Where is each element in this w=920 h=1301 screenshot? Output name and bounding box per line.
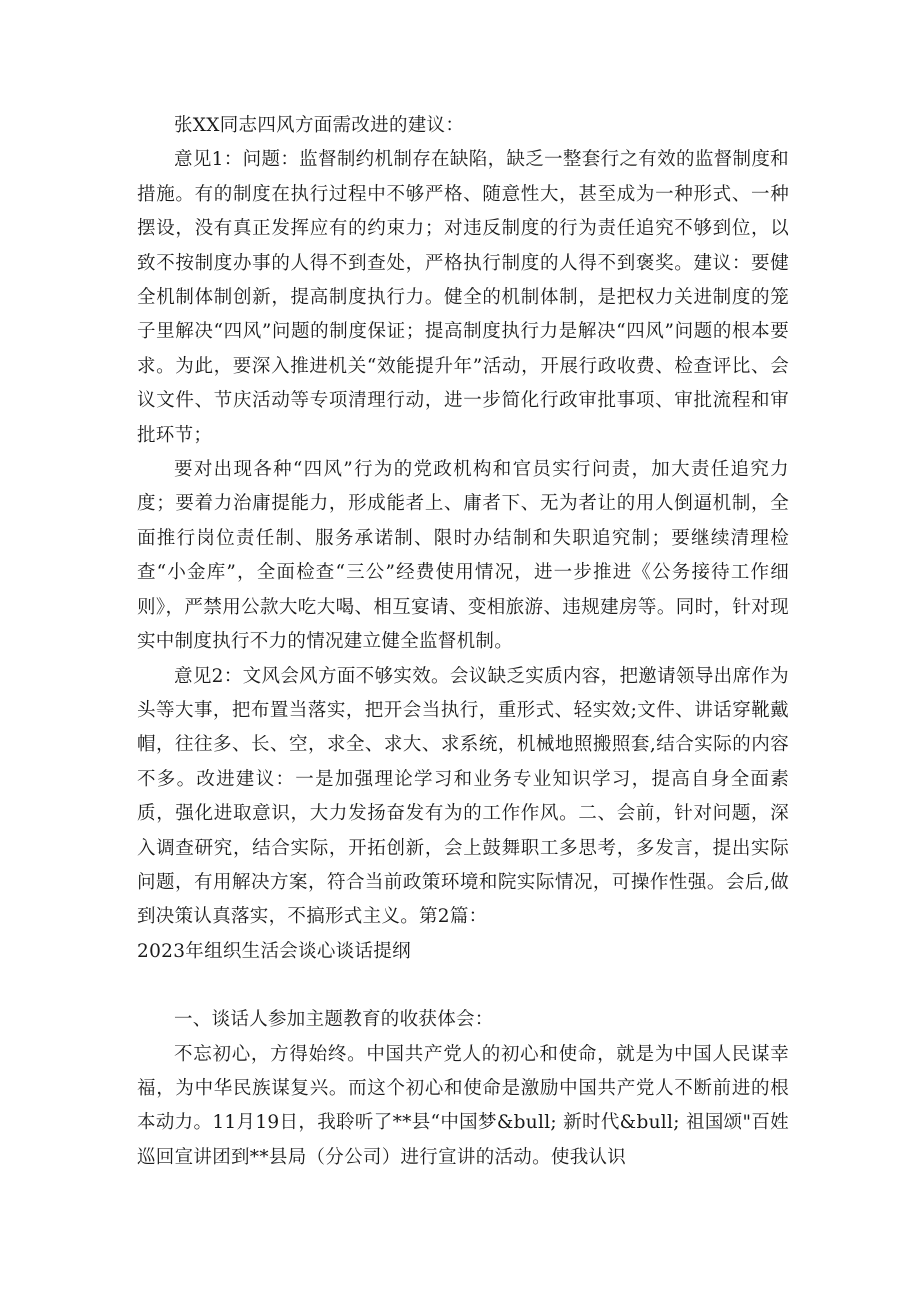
paragraph-section-title: 2023年组织生活会谈心谈话提纲 [137,940,411,962]
paragraph-opinion-2: 意见2：文风会风方面不够实效。会议缺乏实质内容，把邀请领导出席作为头等大事，把布置当落实，把开会当执行，重形式、轻实效;文件、讲话穿靴戴帽，往往多、长、空，求全、求大、求系统，机械地照搬照套,结合实际的内容不多。改进建议：一是加强理论学习和业务专业知识学习，提高自身全面素质，强化进取意识，大力发扬奋发有为的工作作风。二、会前，针对问题，深入调查研究，结合实际，开拓创新，会上鼓舞职工多思考，多发言，提出实际问题，有用解决方案，符合当前政策环境和院实际情况，可操作性强。会后,做到决策认真落实，不搞形式主义。第2篇： [137,665,789,928]
paragraph-talk-outline: 一、谈话人参加主题教育的收获体会： [174,1009,494,1031]
paragraph-accountability: 要对出现各种“四风”行为的党政机构和官员实行问责，加大责任追究力度；要着力治庸提能力，形成能者上、庸者下、无为者让的用人倒逼机制，全面推行岗位责任制、服务承诺制、限时办结制和失职追究制；要继续清理检查“小金库”，全面检查“三公”经费使用情况，进一步推进《公务接待工作细则》，严禁用公款大吃大喝、相互宴请、变相旅游、违规建房等。同时，针对现实中制度执行不力的情况建立健全监督机制。 [137,459,789,653]
paragraph-opinion-1: 意见1：问题：监督制约机制存在缺陷，缺乏一整套行之有效的监督制度和措施。有的制度在执行过程中不够严格、随意性大，甚至成为一种形式、一种摆设，没有真正发挥应有的约束力；对违反制度的行为责任追究不够到位，以致不按制度办事的人得不到查处，严格执行制度的人得不到褒奖。建议：要健全机制体制创新，提高制度执行力。健全的机制体制，是把权力关进制度的笼子里解决“四风”问题的制度保证；提高制度执行力是解决“四风”问题的根本要求。为此，要深入推进机关“效能提升年”活动，开展行政收费、检查评比、会议文件、节庆活动等专项清理行动，进一步简化行政审批事项、审批流程和审批环节； [137,149,789,446]
paragraph-original-aspiration: 不忘初心，方得始终。中国共产党人的初心和使命，就是为中国人民谋幸福，为中华民族谋复兴。而这个初心和使命是激励中国共产党人不断前进的根本动力。11月19日，我聆听了**县“中国梦&bull; 新时代&bull; 祖国颂"百姓巡回宣讲团到**县局（分公司）进行宣讲的活动。使我认识 [137,1043,789,1168]
paragraph-heading: 张XX同志四风方面需改进的建议： [174,115,465,136]
blank-line [137,969,789,1003]
document-body [137,109,789,1175]
